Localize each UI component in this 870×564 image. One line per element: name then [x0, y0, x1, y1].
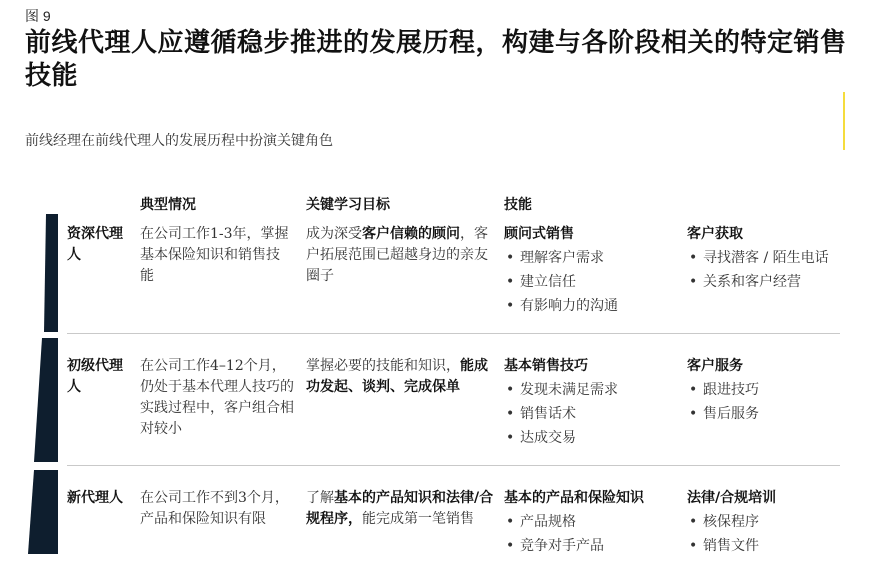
skill-title: 法律/合规培训 — [687, 490, 777, 506]
list-item: • 发现未满足需求 — [504, 380, 679, 401]
accent-line — [843, 92, 845, 150]
list-item: • 竞争对手产品 — [504, 536, 679, 557]
skill-group — [504, 356, 679, 449]
skill-group — [687, 356, 837, 425]
list-item: • 销售话术 — [504, 404, 679, 425]
skill-title: 基本销售技巧 — [504, 358, 588, 374]
stage-wedge-senior — [28, 214, 60, 332]
figure-label: 图 9 — [25, 8, 51, 24]
skill-group — [504, 224, 679, 317]
skill-title: 客户获取 — [687, 226, 743, 242]
skill-title: 客户服务 — [687, 358, 743, 374]
skill-group — [504, 488, 679, 557]
list-item: • 寻找潜客 / 陌生电话 — [687, 248, 837, 269]
list-item: • 售后服务 — [687, 404, 837, 425]
row-divider — [67, 333, 840, 334]
skill-title: 基本的产品和保险知识 — [504, 490, 644, 506]
stage-wedge-junior — [28, 338, 60, 462]
learning-text: 成为深受客户信赖的顾问，客户拓展范围已超越身边的亲友圈子 — [306, 226, 488, 284]
learning-text: 掌握必要的技能和知识，能成功发起、谈判、完成保单 — [306, 358, 488, 395]
learning-text: 了解基本的产品知识和法律/合规程序，能完成第一笔销售 — [306, 490, 494, 527]
subtitle: 前线经理在前线代理人的发展历程中扮演关键角色 — [25, 133, 333, 149]
column-header-situation: 典型情况 — [140, 197, 196, 213]
row-divider — [67, 465, 840, 466]
list-item: • 有影响力的沟通 — [504, 296, 679, 317]
column-header-learning: 关键学习目标 — [306, 197, 390, 213]
list-item: • 关系和客户经营 — [687, 272, 837, 293]
list-item: • 理解客户需求 — [504, 248, 679, 269]
situation-text: 在公司工作不到3个月，产品和保险知识有限 — [140, 490, 289, 527]
skill-group — [687, 488, 837, 557]
page-title: 前线代理人应遵循稳步推进的发展历程，构建与各阶段相关的特定销售技能 — [25, 28, 847, 91]
skill-title: 顾问式销售 — [504, 226, 574, 242]
list-item: • 产品规格 — [504, 512, 679, 533]
situation-text: 在公司工作1-3年，掌握基本保险知识和销售技能 — [140, 226, 289, 284]
list-item: • 核保程序 — [687, 512, 837, 533]
stage-label: 初级代理人 — [67, 358, 123, 395]
list-item: • 建立信任 — [504, 272, 679, 293]
list-item: • 销售文件 — [687, 536, 837, 557]
stage-wedge-new — [28, 470, 60, 554]
stage-label: 资深代理人 — [67, 226, 123, 263]
column-header-skills: 技能 — [504, 197, 532, 213]
situation-text: 在公司工作4–12个月，仍处于基本代理人技巧的实践过程中，客户组合相对较小 — [140, 358, 294, 437]
list-item: • 跟进技巧 — [687, 380, 837, 401]
list-item: • 达成交易 — [504, 428, 679, 449]
stage-label: 新代理人 — [67, 490, 123, 506]
skill-group — [687, 224, 837, 293]
